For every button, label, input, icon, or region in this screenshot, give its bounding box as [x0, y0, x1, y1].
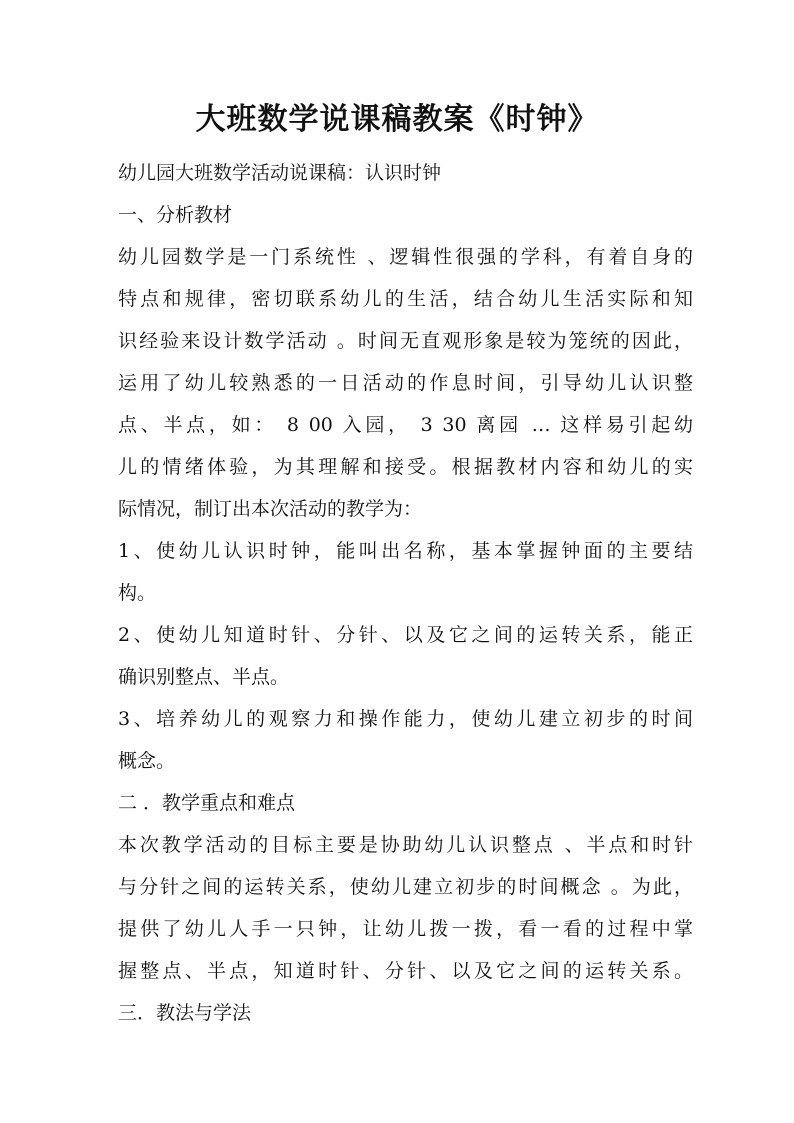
paragraph-line: 儿的情绪体验，为其理解和接受。根据教材内容和幼儿的实 [118, 456, 693, 478]
paragraph-line: 际情况，制订出本次活动的教学为： [118, 498, 423, 520]
paragraph-line: 提供了幼儿人手一只钟，让幼儿拨一拨，看一看的过程中掌 [118, 918, 693, 940]
paragraph-line: 本次教学活动的目标主要是协助幼儿认识整点 、半点和时针 [118, 834, 693, 856]
paragraph-line: 运用了幼儿较熟悉的一日活动的作息时间，引导幼儿认识整 [118, 372, 693, 394]
paragraph-line: 幼儿园数学是一门系统性 、逻辑性很强的学科，有着自身的 [118, 246, 693, 268]
paragraph-line: 识经验来设计数学活动 。时间无直观形象是较为笼统的因此， [118, 330, 693, 352]
paragraph-line: 与分针之间的运转关系，使幼儿建立初步的时间概念 。为此， [118, 876, 693, 898]
list-item-line: 概念。 [118, 750, 176, 772]
paragraph-line: 握整点、半点，知道时针、分针、以及它之间的运转关系。 [118, 960, 693, 982]
paragraph-line: 点、半点，如： 8 00 入园， 3 30 离园 … 这样易引起幼 [118, 414, 693, 436]
list-item-line: 2、使幼儿知道时针、分针、以及它之间的运转关系，能正 [118, 624, 693, 646]
list-item-line: 1、使幼儿认识时钟，能叫出名称，基本掌握钟面的主要结 [118, 540, 693, 562]
subtitle-line: 幼儿园大班数学活动说课稿：认识时钟 [118, 162, 442, 184]
document-body [118, 152, 693, 1034]
list-item-line: 3、培养幼儿的观察力和操作能力，使幼儿建立初步的时间 [118, 708, 693, 730]
section-heading-1: 一、分析教材 [118, 204, 233, 226]
section-heading-2: 二 ．教学重点和难点 [118, 792, 296, 814]
paragraph-line: 特点和规律，密切联系幼儿的生活，结合幼儿生活实际和知 [118, 288, 693, 310]
list-item-line: 确识别整点、半点。 [118, 666, 290, 688]
list-item-line: 构。 [118, 582, 157, 604]
document-title: 大班数学说课稿教案《时钟》 [195, 102, 599, 137]
section-heading-3: 三．教法与学法 [118, 1002, 252, 1024]
